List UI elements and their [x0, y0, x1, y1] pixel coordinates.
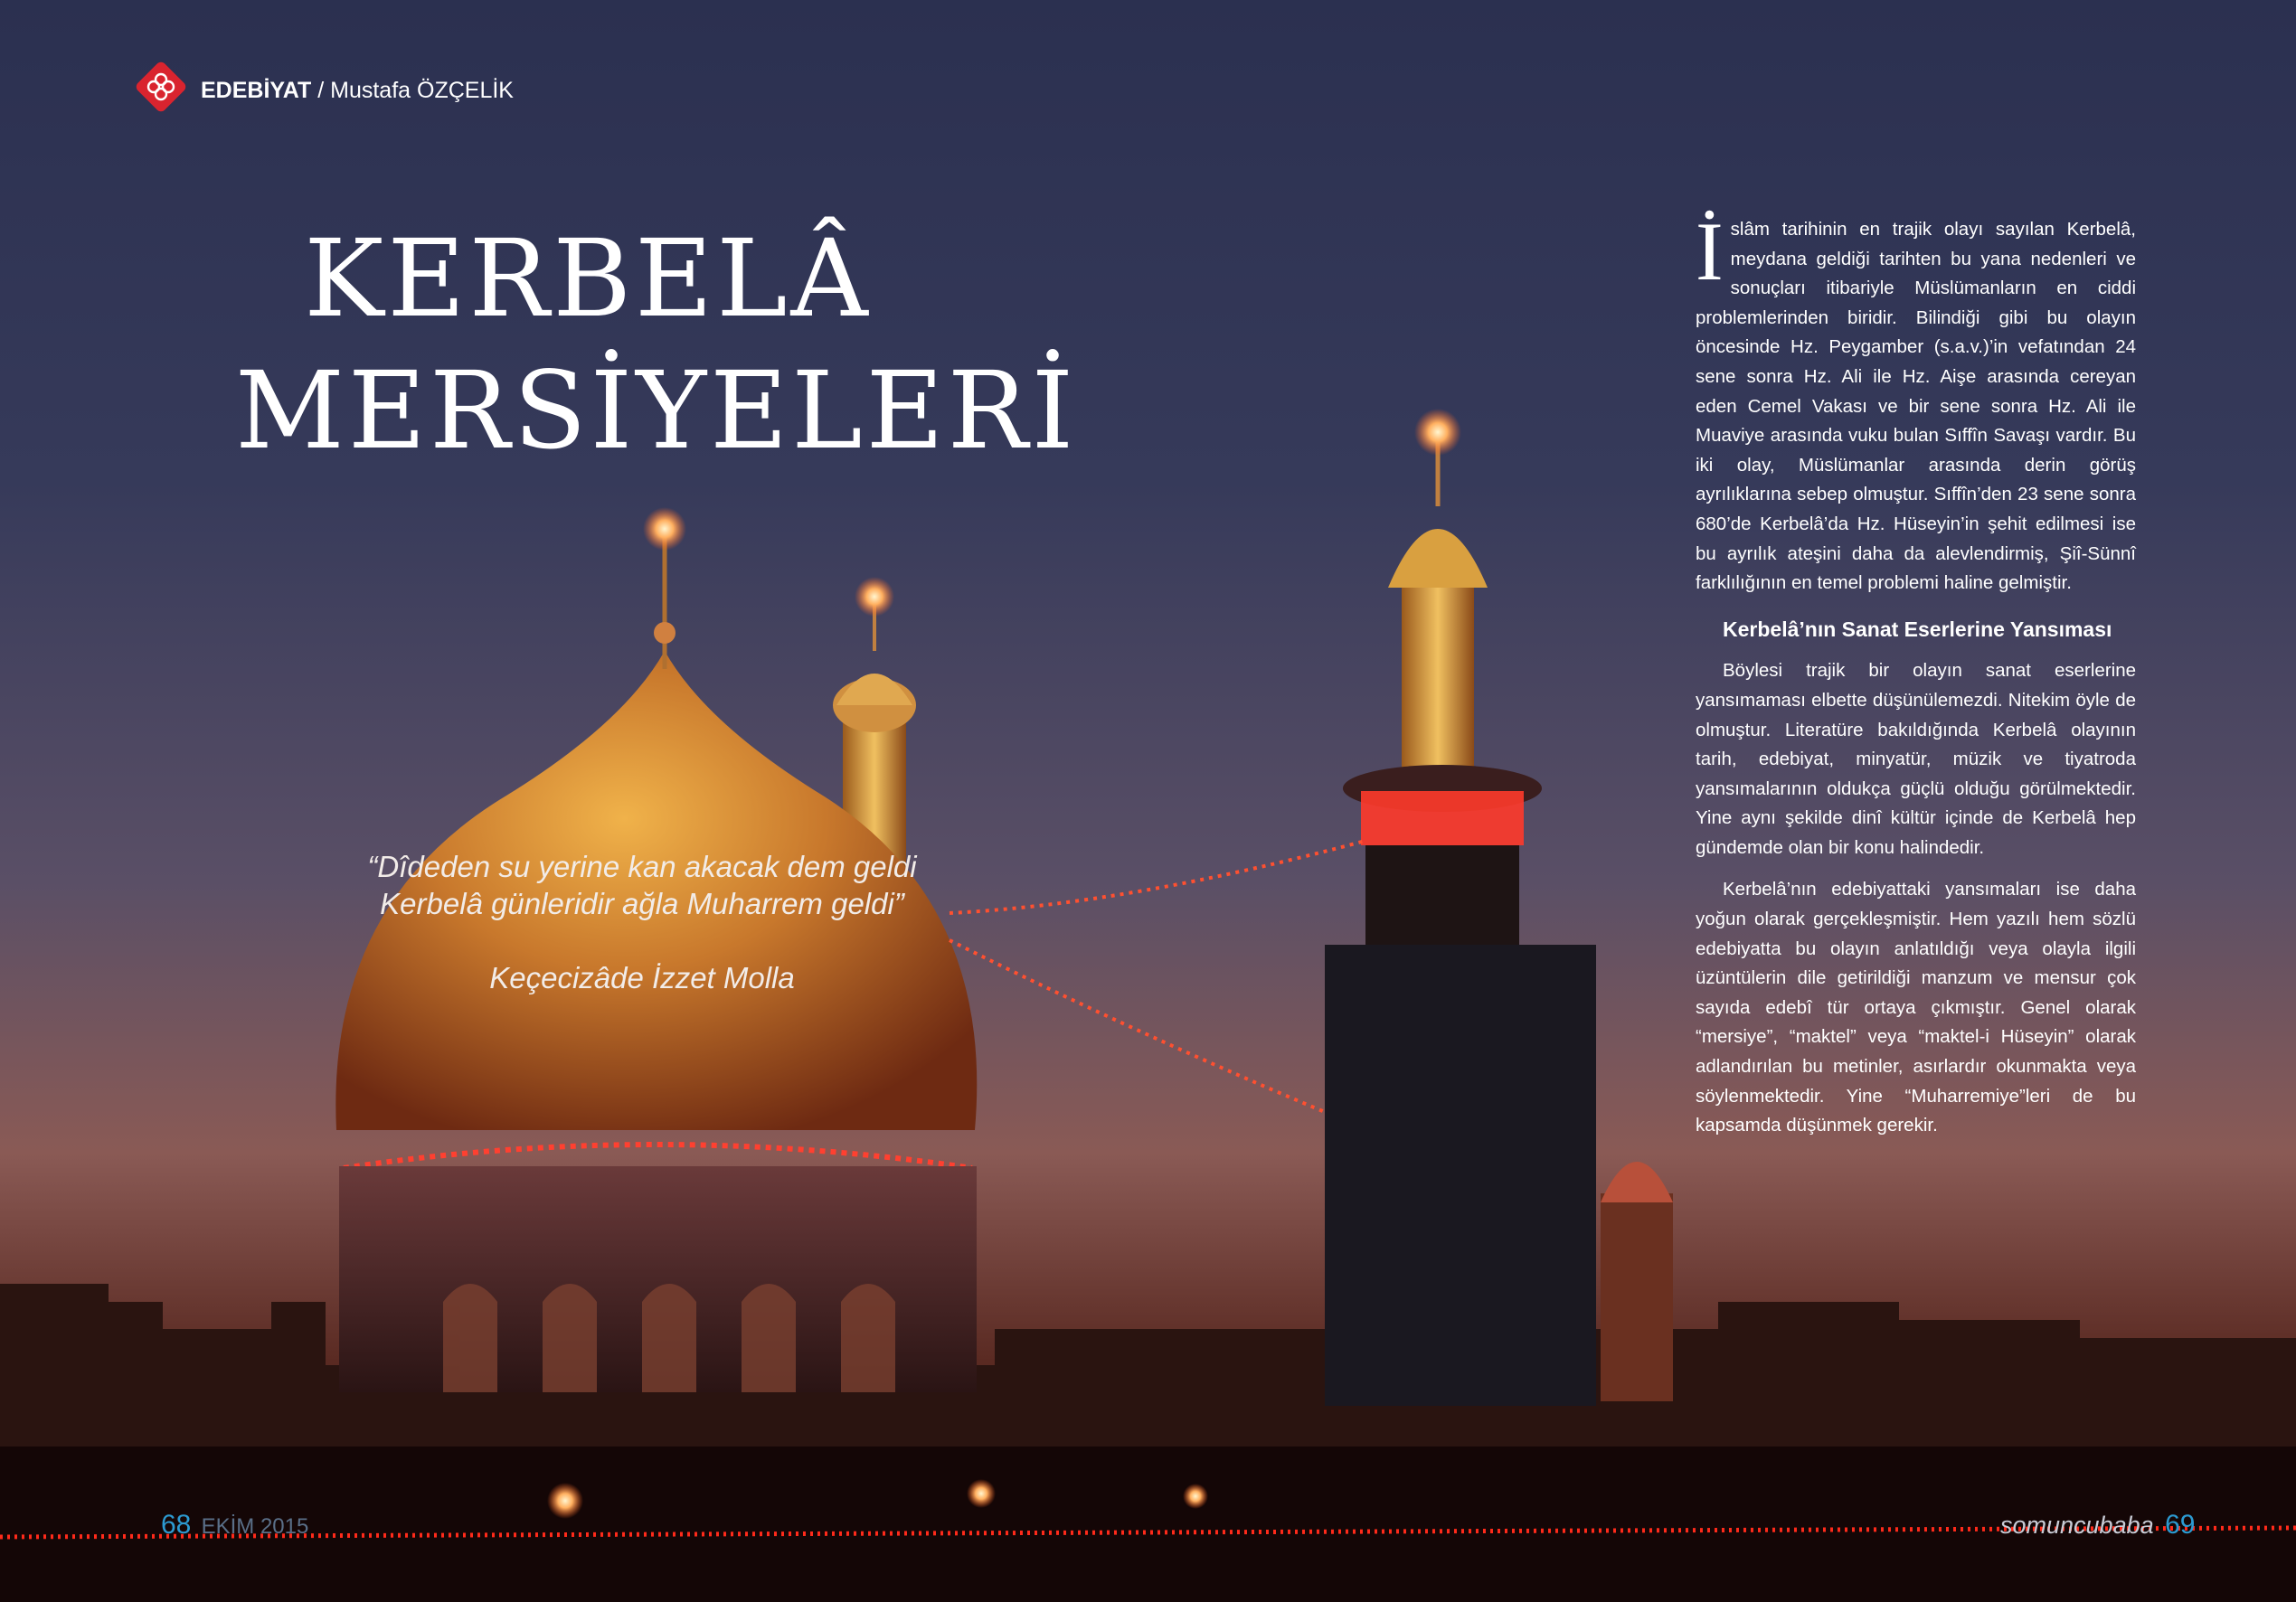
paragraph-1: İslâm tarihinin en trajik olayı sayılan Kerbelâ, meydana geldiği tarihten bu yana nedenleri ve sonuçları itibariyle Müslümanların en ciddi problemlerinden biridir. Bilindiği gibi bu olayın öncesinde Hz. Peygamber (s.a.v.)’in vefatından 24 sene sonra Hz. Ali ile Hz. Aişe arasında cereyan eden Cemel Vakası ve bir sene sonra Hz. Ali ile Muaviye arasında vuku bulan Sıffîn Savaşı vardır. Bu iki olay, Müslümanlar arasında derin görüş ayrılıklarına sebep olmuştur. Sıffîn’den 23 sene sonra 680’de Kerbelâ’da Hz. Hüseyin’in şehit edilmesi ise bu ayrılık ateşini daha da alevlendirmiş, Şiî-Sünnî farklılığının en temel problemi haline gelmiştir. — [1696, 205, 2136, 594]
page-number-right: 69 — [2165, 1510, 2196, 1540]
title-line-1: KERBELÂ — [304, 216, 872, 341]
quote-author: Keçecizâde İzzet Molla — [489, 961, 795, 994]
paragraph-3: Kerbelâ’nın edebiyattaki yansımaları ise daha yoğun olarak gerçekleşmiştir. Hem yazılı hem sözlü edebiyatta bu olayın anlatıldığı veya olayla ilgili üzüntülerin dile getirildiği manzum ve mensur çok sayıda edebî tür ortaya çıkmıştır. Genel olarak “mersiye”, “maktel” veya “maktel-i Hüseyin” olarak adlandırılan bu metinler, asırlardır okunmakta veya söylenmektedir. Yine “Muharremiye”leri de bu kapsamda düşünmek gerekir. — [1696, 879, 2136, 1136]
quote-line-1: “Dîdeden su yerine kan akacak dem geldi — [367, 850, 917, 883]
quote-line-2: Kerbelâ günleridir ağla Muharrem geldi” — [380, 887, 904, 920]
page-number-left: 68 — [161, 1510, 192, 1540]
diamond-knot-icon — [134, 60, 188, 114]
section-header — [201, 78, 514, 104]
article-body — [1696, 205, 2136, 1141]
folio-right — [2000, 1510, 2195, 1541]
issue-date: EKİM 2015 — [201, 1514, 309, 1539]
article-title — [235, 212, 1078, 476]
paragraph-2: Böylesi trajik bir olayın sanat eserlerine yansımaması elbette düşünülemezdi. Nitekim öyle de olmuştur. Literatüre bakıldığında Kerbelâ olayının tarih, edebiyat, minyatür, müzik ve tiyatroda yansımalarının oldukça güçlü olduğu görülmektedir. Yine aynı şekilde dinî kültür içinde de Kerbelâ hep gündemde olan bir konu halindedir. — [1696, 660, 2136, 858]
section-name: EDEBİYAT — [201, 78, 312, 103]
article-subheading: Kerbelâ’nın Sanat Eserlerine Yansıması — [1723, 617, 2112, 641]
header-separator: / — [317, 78, 325, 103]
author-name: Mustafa ÖZÇELİK — [330, 78, 514, 103]
folio-left — [161, 1510, 308, 1541]
title-line-2: MERSİYELERİ — [235, 348, 1078, 473]
epigraph-quote — [317, 848, 968, 996]
drop-cap: İ — [1696, 205, 1724, 297]
magazine-brand: somuncubaba — [2000, 1512, 2154, 1539]
